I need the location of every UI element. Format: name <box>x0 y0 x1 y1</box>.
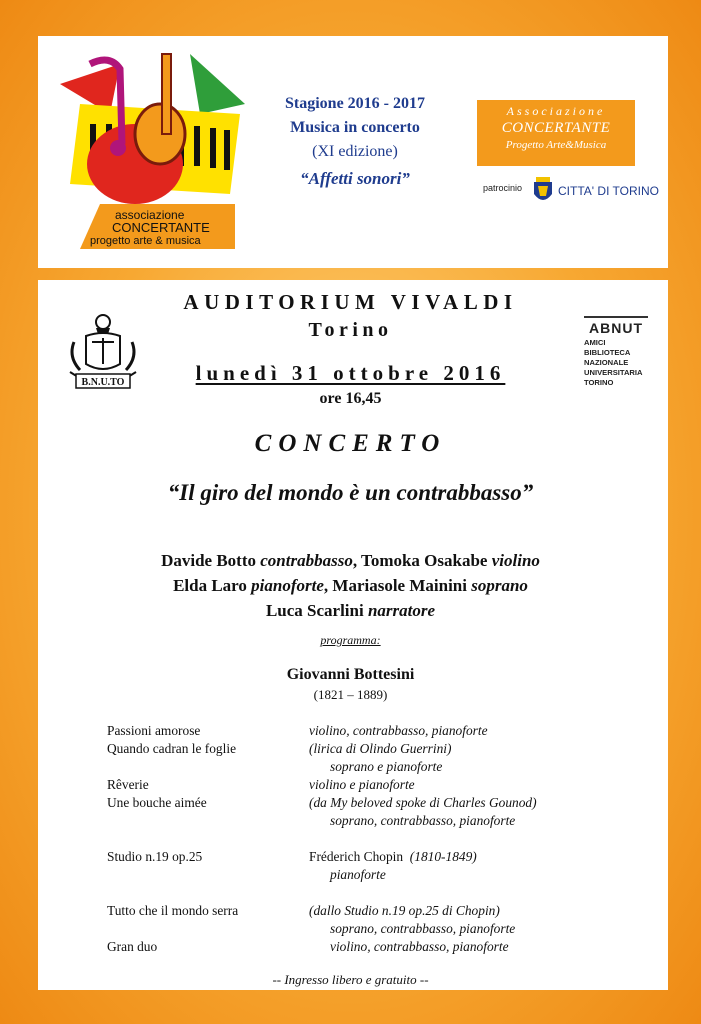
performers-list <box>0 548 701 623</box>
assoc-badge-line-2: CONCERTANTE <box>501 120 611 136</box>
season-motto: “Affetti sonori” <box>300 169 410 188</box>
piece-title: Une bouche aimée <box>107 795 207 810</box>
performer-name: Luca Scarlini <box>265 601 368 620</box>
program-row-continuation <box>0 759 701 777</box>
program-row <box>0 795 701 813</box>
program-row <box>0 939 701 957</box>
venue-name: AUDITORIUM VIVALDI <box>183 290 518 314</box>
program-row-continuation <box>0 867 701 885</box>
performer-name: Elda Laro <box>173 576 252 595</box>
piece-title: Gran duo <box>107 939 158 954</box>
piece-instruments: soprano, contrabbasso, pianoforte <box>330 921 516 936</box>
venue-city: Torino <box>308 319 393 341</box>
concert-subtitle: “Il giro del mondo è un contrabbasso” <box>167 480 534 505</box>
series-title: Musica in concerto <box>290 119 420 136</box>
performer-name: , Tomoka Osakabe <box>352 551 492 570</box>
patrocinio-label: patrocinio <box>483 183 523 193</box>
program-row <box>0 741 701 759</box>
piece-composer-dates: (1810-1849) <box>409 849 477 864</box>
performer-name: Davide Botto <box>161 551 261 570</box>
piece-note: (da My beloved spoke di Charles Gounod) <box>309 795 537 810</box>
event-time: ore 16,45 <box>319 390 382 407</box>
piece-title: Passioni amorose <box>107 723 201 738</box>
piece-instruments: soprano e pianoforte <box>330 759 443 774</box>
performer-line <box>0 548 701 573</box>
event-date: lunedì 31 ottobre 2016 <box>195 361 506 385</box>
assoc-badge-line-3: Progetto Arte&Musica <box>505 139 607 151</box>
program-row-continuation <box>0 921 701 939</box>
piece-instruments: violino e pianoforte <box>309 777 415 792</box>
free-entry-note: -- Ingresso libero e gratuito -- <box>272 972 429 987</box>
program-row <box>0 903 701 921</box>
composer-name: Giovanni Bottesini <box>286 666 415 683</box>
piece-note: (lirica di Olindo Guerrini) <box>309 741 452 756</box>
piece-composer <box>309 849 477 865</box>
piece-title: Rêverie <box>107 777 149 792</box>
associazione-concertante-badge <box>477 100 635 166</box>
performer-name: , Mariasole Mainini <box>323 576 472 595</box>
performer-line <box>0 573 701 598</box>
program-row <box>0 723 701 741</box>
logo-left-line-2: CONCERTANTE <box>112 220 210 235</box>
abnut-line: TORINO <box>584 378 614 387</box>
logo-left-line-3: progetto arte & musica <box>90 235 201 247</box>
program-row <box>0 777 701 795</box>
performer-role: pianoforte <box>251 576 324 595</box>
citta-di-torino-logo <box>532 176 659 206</box>
performer-role: soprano <box>471 576 528 595</box>
piece-instruments: pianoforte <box>330 867 386 882</box>
citta-di-torino-label: CITTA' DI TORINO <box>558 184 659 198</box>
composer-dates: (1821 – 1889) <box>313 687 388 702</box>
concert-title: CONCERTO <box>254 430 447 457</box>
abnut-line: AMICI <box>584 338 606 347</box>
torino-crest-icon <box>532 176 554 206</box>
performer-line <box>0 598 701 623</box>
piece-note: (dallo Studio n.19 op.25 di Chopin) <box>309 903 500 918</box>
programma-label: programma: <box>320 633 381 647</box>
performer-role: violino <box>491 551 540 570</box>
concertante-music-logo <box>50 44 250 254</box>
performer-role: contrabbasso <box>260 551 353 570</box>
piece-composer-name: Fréderich Chopin <box>309 849 404 864</box>
piece-title: Tutto che il mondo serra <box>107 903 239 918</box>
piece-instruments: soprano, contrabbasso, pianoforte <box>330 813 516 828</box>
piece-instruments: violino, contrabbasso, pianoforte <box>330 939 509 954</box>
abnut-title: ABNUT <box>584 316 648 336</box>
program-row <box>0 849 701 867</box>
piece-title: Studio n.19 op.25 <box>107 849 203 864</box>
logo-left-line-1: associazione <box>115 208 185 222</box>
piece-instruments: violino, contrabbasso, pianoforte <box>309 723 488 738</box>
assoc-badge-line-1: Associazione <box>506 104 606 118</box>
season-title: Stagione 2016 - 2017 <box>285 95 425 112</box>
season-block <box>255 92 455 194</box>
piece-title: Quando cadran le foglie <box>107 741 237 756</box>
edition-label: (XI edizione) <box>312 143 398 160</box>
program-row-continuation <box>0 813 701 831</box>
abnut-line: UNIVERSITARIA <box>584 368 643 377</box>
abnut-line: BIBLIOTECA <box>584 348 631 357</box>
performer-role: narratore <box>367 601 436 620</box>
abnut-line: NAZIONALE <box>584 358 629 367</box>
bnuto-label: B.N.U.TO <box>81 377 125 388</box>
